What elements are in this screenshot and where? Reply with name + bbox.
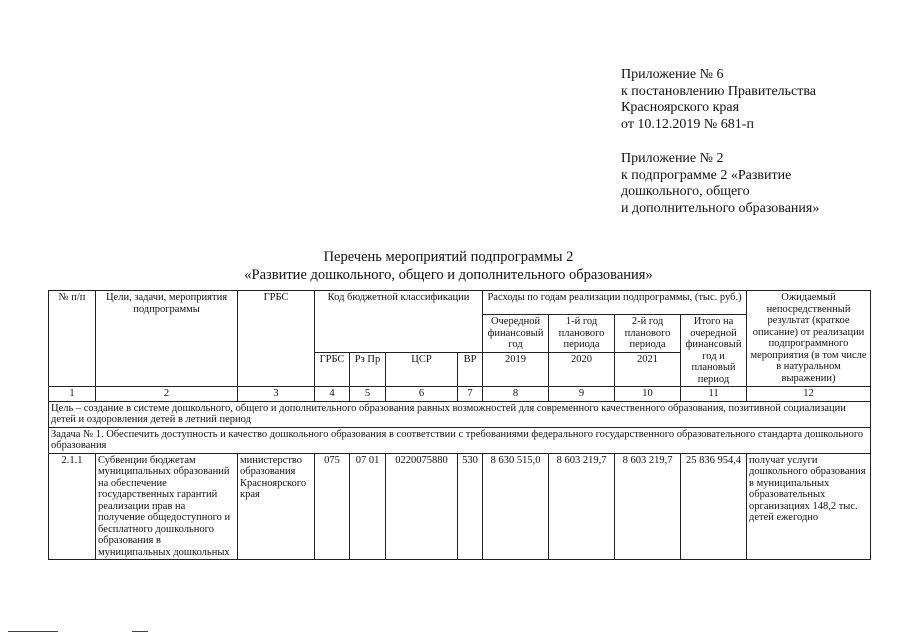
appendix-6-line: Приложение № 6 [621, 67, 724, 82]
col-number: 5 [350, 387, 386, 402]
row-y2021: 8 603 219,7 [615, 453, 681, 560]
row-csr: 0220075880 [386, 453, 458, 560]
header-y2019: 2019 [483, 352, 549, 386]
header-sub-grbs: ГРБС [315, 352, 350, 386]
col-number: 9 [549, 387, 615, 402]
appendix-2-line: дошкольного, общего [621, 184, 750, 199]
header-year-2: 2-й год планового периода [615, 315, 681, 353]
row-rzpr: 07 01 [350, 453, 386, 560]
row-grbs-name: министерство образования Красноярского края [238, 453, 315, 560]
row-y2019: 8 630 515,0 [483, 453, 549, 560]
header-y2020: 2020 [549, 352, 615, 386]
row-name: Субвенции бюджетам муниципальных образований на обеспечение государственных гарантий реализации прав на получение общедоступного и бесплатного дошкольного образования в муниципальных дошкольных [96, 453, 238, 560]
header-budget-code: Код бюджетной классификации [315, 291, 483, 353]
header-year-1: 1-й год планового периода [549, 315, 615, 353]
col-number: 6 [386, 387, 458, 402]
document-title-line1: Перечень мероприятий подпрограммы 2 [323, 249, 574, 265]
table-row [49, 453, 871, 560]
col-number: 2 [96, 387, 238, 402]
col-number: 8 [483, 387, 549, 402]
header-expenses: Расходы по годам реализации подпрограммы, (тыс. руб.) [483, 291, 747, 315]
goal-row: Цель – создание в системе дошкольного, общего и дополнительного образования равных возможностей для современного качественного образования, позитивной социализации детей и оздоровления детей в летний период [49, 401, 871, 427]
row-y2020: 8 603 219,7 [549, 453, 615, 560]
header-y2021: 2021 [615, 352, 681, 386]
header-expected-result: Ожидаемый непосредственный результат (краткое описание) от реализации подпрограммного мероприятия (в том числе в натуральном выражении) [747, 291, 871, 387]
col-number: 1 [49, 387, 96, 402]
appendix-2-line: к подпрограмме 2 «Развитие [621, 167, 792, 183]
row-total: 25 836 954,4 [681, 453, 747, 560]
appendix-2-line: Приложение № 2 [621, 151, 724, 166]
header-goals: Цели, задачи, мероприятия подпрограммы [96, 291, 238, 387]
row-num: 2.1.1 [49, 453, 96, 560]
row-result: получат услуги дошкольного образования в муниципальных образовательных организациях 148,2 тыс. детей ежегодно [747, 453, 871, 560]
measures-table [48, 290, 871, 560]
appendix-6-line: от 10.12.2019 № 681-п [621, 116, 754, 132]
scan-edge-line [132, 631, 148, 632]
col-number: 11 [681, 387, 747, 402]
col-number: 4 [315, 387, 350, 402]
col-number: 10 [615, 387, 681, 402]
header-grbs: ГРБС [238, 291, 315, 387]
appendix-6-line: Красноярского края [621, 100, 740, 115]
row-grbs: 075 [315, 453, 350, 560]
appendix-6-line: к постановлению Правительства [621, 83, 817, 99]
task-row: Задача № 1. Обеспечить доступность и качество дошкольного образования в соответствии с требованиями федерального государственного образовательного стандарта дошкольного образования [49, 427, 871, 453]
col-number: 12 [747, 387, 871, 402]
header-year-current: Очередной финансовый год [483, 315, 549, 353]
scan-edge-line [8, 631, 58, 632]
header-sub-csr: ЦСР [386, 352, 458, 386]
appendix-2-line: и дополнительного образования» [621, 200, 820, 216]
header-sub-vr: ВР [458, 352, 483, 386]
header-sub-rzpr: Рз Пр [350, 352, 386, 386]
header-total: Итого на очередной финансовый год и плановый период [681, 315, 747, 387]
appendix-2-block [621, 151, 819, 217]
document-title-line2: «Развитие дошкольного, общего и дополнительного образования» [244, 267, 653, 283]
col-number: 3 [238, 387, 315, 402]
header-num: № п/п [49, 291, 96, 387]
col-number: 7 [458, 387, 483, 402]
row-vr: 530 [458, 453, 483, 560]
appendix-6-block [621, 67, 816, 133]
